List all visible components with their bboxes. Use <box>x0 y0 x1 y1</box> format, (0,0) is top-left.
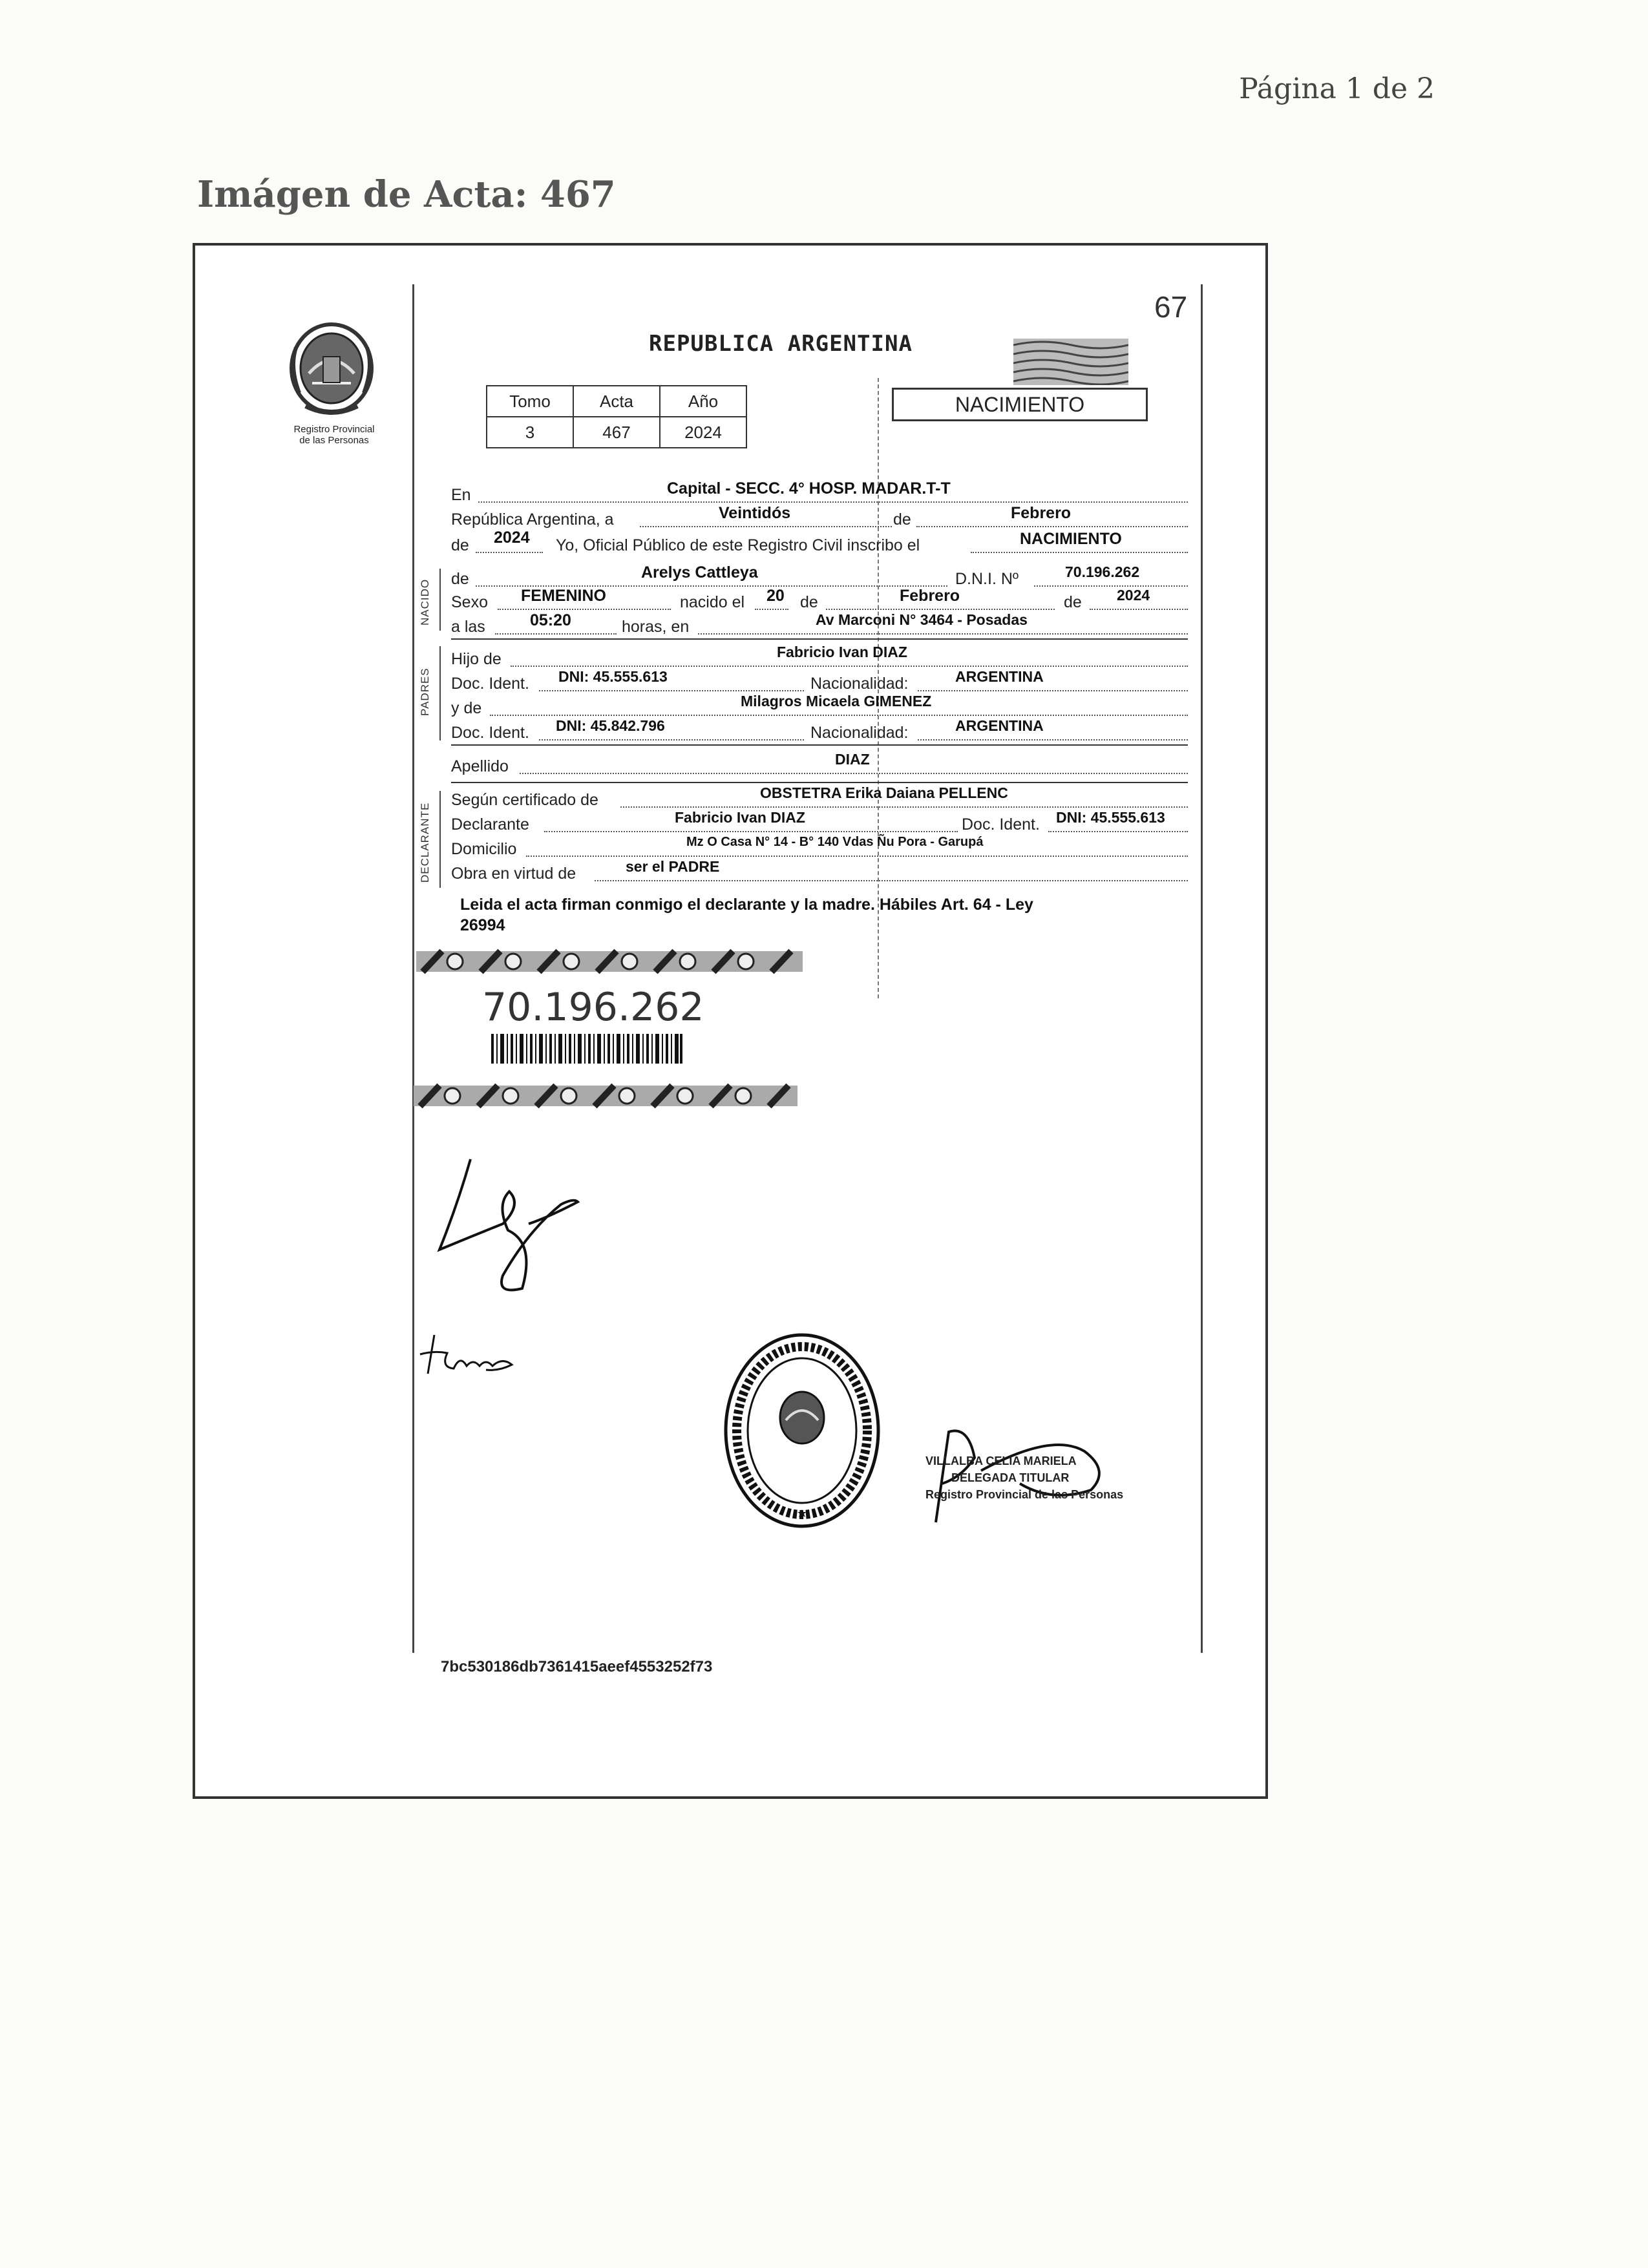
logo-caption-line-1: Registro Provincial <box>293 424 375 435</box>
doc-label: Doc. Ident. <box>451 675 529 693</box>
de-label: de <box>800 593 818 611</box>
watermark-pattern-icon <box>1013 339 1128 385</box>
child-dni: 70.196.262 <box>1065 563 1140 580</box>
dotted-line <box>826 609 1055 610</box>
registration-place: Capital - SECC. 4° HOSP. MADAR.T-T <box>667 479 951 498</box>
birth-month: Febrero <box>900 587 960 605</box>
register-table <box>486 385 747 448</box>
de-label: de <box>451 570 469 588</box>
dotted-line <box>544 831 958 832</box>
oficial-text: Yo, Oficial Público de este Registro Civil inscribo el <box>556 536 920 554</box>
en-label: En <box>451 486 471 504</box>
officer-name: VILLALBA CELIA MARIELA <box>925 1454 1077 1467</box>
surname: DIAZ <box>835 751 870 768</box>
image-title: Imágen de Acta: 467 <box>197 173 616 216</box>
anio-value: 2024 <box>660 417 746 448</box>
barcode-number: 70.196.262 <box>482 985 704 1030</box>
country-heading: REPUBLICA ARGENTINA <box>649 331 913 357</box>
province-crest-icon <box>283 322 380 420</box>
de-label: de <box>451 536 469 554</box>
birth-day: 20 <box>766 587 785 605</box>
dotted-line <box>916 526 1188 527</box>
declarante-section-label: DECLARANTE <box>419 802 431 883</box>
barcode-icon <box>491 1034 682 1064</box>
closing-line-1: Leida el acta firman conmigo el declarante y la madre. Hábiles Art. 64 - Ley <box>460 896 1033 914</box>
doc-label: Doc. Ident. <box>962 815 1040 834</box>
dotted-line <box>478 501 1188 503</box>
nacionalidad-label: Nacionalidad: <box>810 724 909 742</box>
section-divider <box>439 791 441 888</box>
tomo-value: 3 <box>487 417 573 448</box>
dotted-line <box>971 552 1188 553</box>
dotted-line <box>476 552 543 553</box>
registration-month: Febrero <box>1011 504 1072 522</box>
section-divider <box>439 569 441 631</box>
act-word: NACIMIENTO <box>1020 530 1122 548</box>
registration-day: Veintidós <box>719 504 791 522</box>
de-label: de <box>893 510 911 529</box>
a-las-label: a las <box>451 618 485 636</box>
hijo-de-label: Hijo de <box>451 650 502 668</box>
dotted-line <box>511 666 1188 667</box>
mother-name: Milagros Micaela GIMENEZ <box>741 693 932 709</box>
anio-header: Año <box>660 386 746 417</box>
section-rule <box>451 638 1188 640</box>
dotted-line <box>918 690 1188 691</box>
dotted-line <box>918 739 1188 740</box>
dotted-line <box>490 715 1188 716</box>
nacionalidad-label: Nacionalidad: <box>810 675 909 693</box>
page-indicator: Página 1 de 2 <box>1239 72 1435 105</box>
father-doc: DNI: 45.555.613 <box>558 668 668 685</box>
left-border-line <box>412 284 414 1653</box>
registry-logo-caption <box>266 424 402 446</box>
nacido-el-label: nacido el <box>680 593 745 611</box>
reason: ser el PADRE <box>626 858 720 875</box>
dotted-line <box>495 633 617 635</box>
nacido-section-label: NACIDO <box>419 578 431 625</box>
closing-statement <box>460 894 1033 936</box>
dotted-line <box>620 806 1188 808</box>
birth-year: 2024 <box>1117 587 1150 604</box>
dotted-line <box>698 633 1188 635</box>
certificado-label: Según certificado de <box>451 791 598 809</box>
dotted-line <box>498 609 671 610</box>
dotted-line <box>1034 585 1188 587</box>
dotted-line <box>539 690 804 691</box>
sexo-label: Sexo <box>451 593 488 611</box>
registration-year: 2024 <box>494 529 530 547</box>
logo-caption-line-2: de las Personas <box>299 435 369 446</box>
child-sex: FEMENINO <box>521 587 606 605</box>
certifier: OBSTETRA Erika Daiana PELLENC <box>760 784 1008 801</box>
address: Mz O Casa N° 14 - B° 140 Vdas Ñu Pora - Garupá <box>686 835 984 849</box>
security-strip-icon <box>414 1082 798 1110</box>
right-border-line <box>1201 284 1203 1653</box>
mother-nationality: ARGENTINA <box>955 717 1044 734</box>
section-divider <box>439 646 441 740</box>
sheet-number: 67 <box>1154 290 1188 324</box>
security-strip-icon <box>416 947 803 976</box>
act-type-box: NACIMIENTO <box>892 388 1148 421</box>
dotted-line <box>595 880 1188 881</box>
dni-label: D.N.I. Nº <box>955 570 1019 588</box>
mother-signature-icon <box>415 1328 518 1380</box>
father-name: Fabricio Ivan DIAZ <box>777 644 907 660</box>
dotted-line <box>526 856 1188 857</box>
tomo-header: Tomo <box>487 386 573 417</box>
officer-title: DELEGADA TITULAR <box>951 1471 1070 1484</box>
apellido-label: Apellido <box>451 757 509 775</box>
y-de-label: y de <box>451 699 482 717</box>
mother-doc: DNI: 45.842.796 <box>556 717 665 734</box>
doc-label: Doc. Ident. <box>451 724 529 742</box>
dotted-line <box>539 739 804 740</box>
declarant-name: Fabricio Ivan DIAZ <box>675 809 805 826</box>
dotted-line <box>1048 831 1188 832</box>
officer-registry: Registro Provincial de las Personas <box>925 1488 1124 1501</box>
acta-value: 467 <box>573 417 660 448</box>
domicilio-label: Domicilio <box>451 840 517 858</box>
republica-label: República Argentina, a <box>451 510 614 529</box>
obra-label: Obra en virtud de <box>451 865 576 883</box>
declarant-doc: DNI: 45.555.613 <box>1056 809 1165 826</box>
acta-header: Acta <box>573 386 660 417</box>
dotted-line <box>755 609 788 610</box>
de-label: de <box>1064 593 1082 611</box>
dotted-line <box>640 526 892 527</box>
section-rule <box>451 782 1188 783</box>
declarant-signature-icon <box>432 1153 582 1301</box>
closing-line-2: 26994 <box>460 916 505 934</box>
acta-image-frame <box>193 243 1268 1799</box>
section-rule <box>451 744 1188 746</box>
dotted-line <box>520 773 1188 774</box>
birth-time: 05:20 <box>530 611 571 629</box>
padres-section-label: PADRES <box>419 667 431 716</box>
registry-seal-icon <box>721 1330 883 1531</box>
declarante-label: Declarante <box>451 815 529 834</box>
birth-place: Av Marconi N° 3464 - Posadas <box>816 611 1028 628</box>
horas-en-label: horas, en <box>622 618 690 636</box>
officer-stamp <box>925 1453 1123 1503</box>
dotted-line <box>1090 609 1188 610</box>
document-hash: 7bc530186db7361415aeef4553252f73 <box>441 1658 713 1675</box>
father-nationality: ARGENTINA <box>955 668 1044 685</box>
child-name: Arelys Cattleya <box>641 563 758 582</box>
